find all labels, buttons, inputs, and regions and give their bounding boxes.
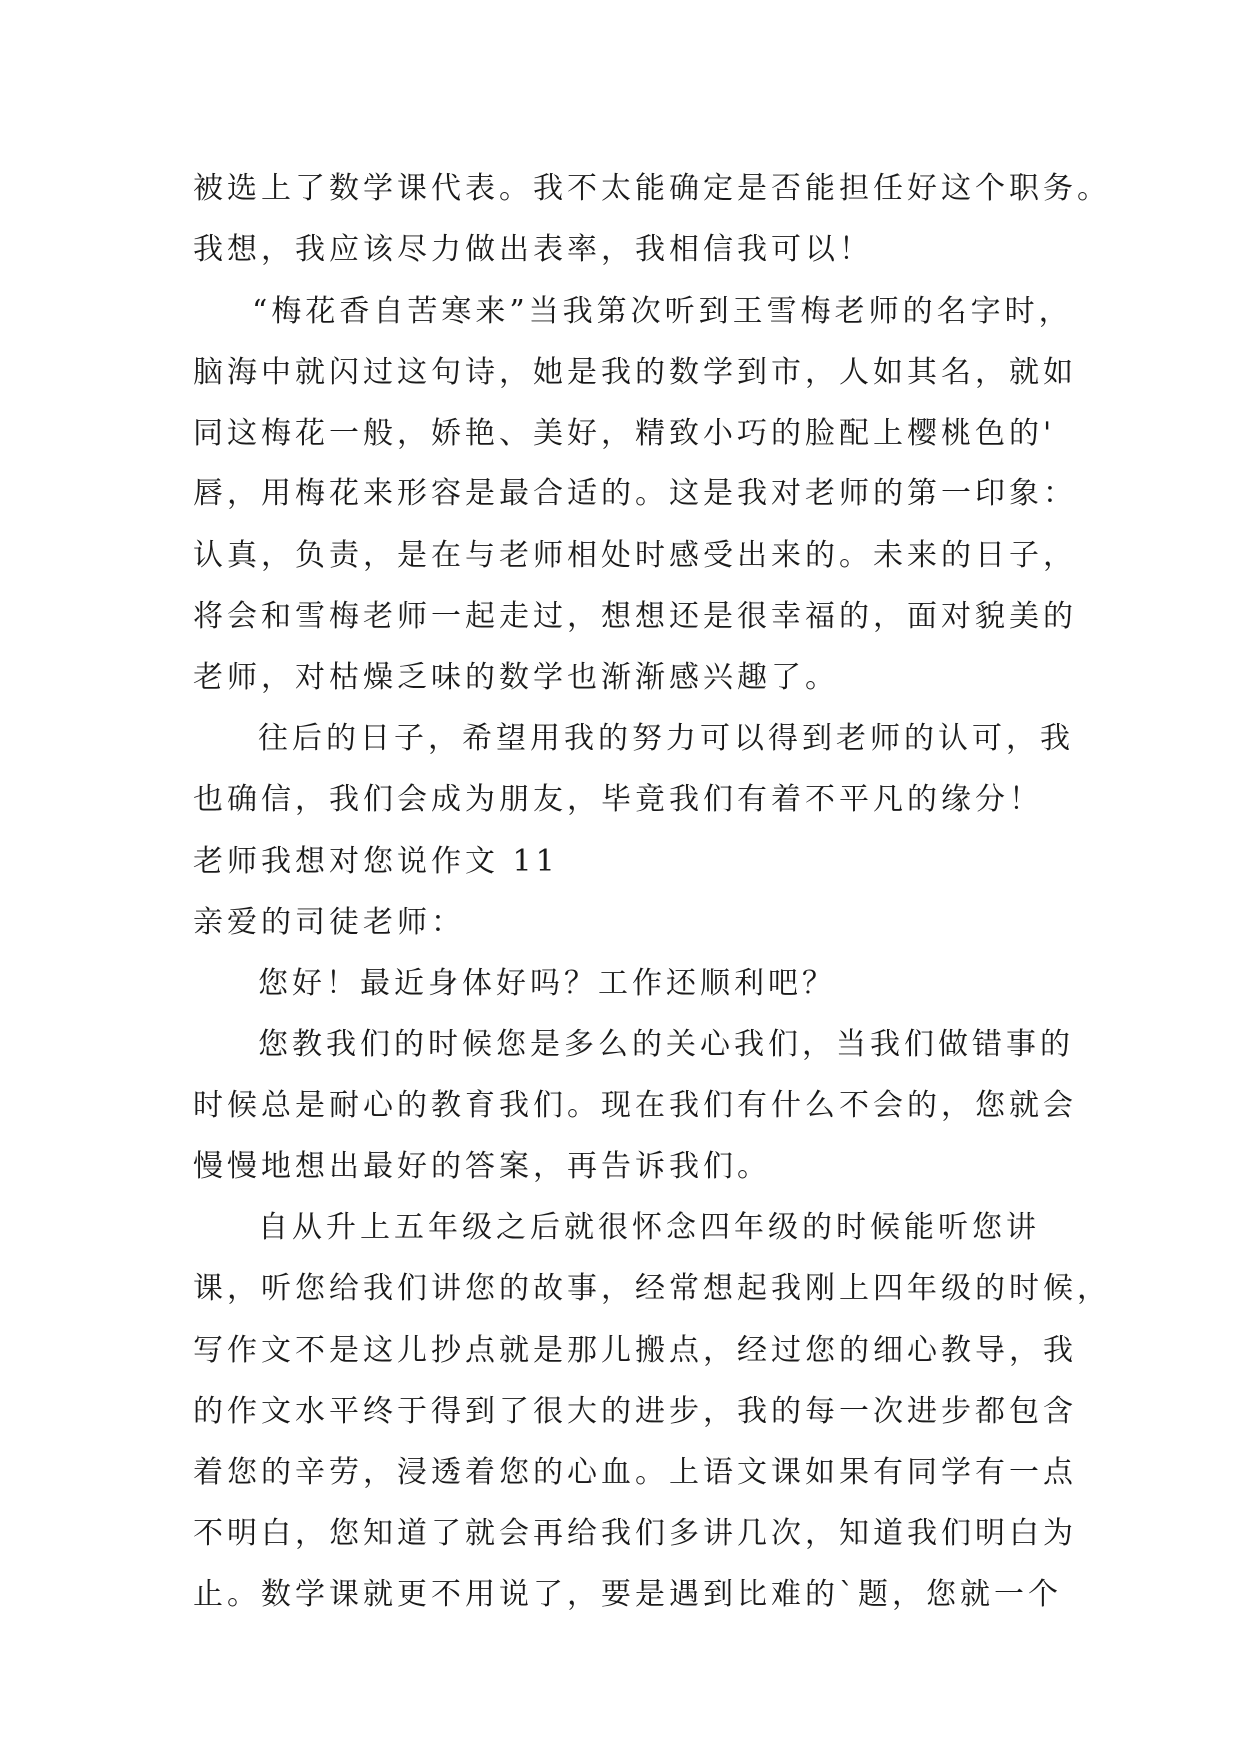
text-line: 的作文水平终于得到了很大的进步，我的每一次进步都包含: [193, 1394, 1077, 1429]
text-line: 将会和雪梅老师一起走过，想想还是很幸福的，面对貌美的: [193, 599, 1077, 634]
text-line: 脑海中就闪过这句诗，她是我的数学到市，人如其名，就如: [193, 355, 1077, 390]
text-line: 往后的日子，希望用我的努力可以得到老师的认可，我: [258, 721, 1074, 756]
text-line: 时候总是耐心的教育我们。现在我们有什么不会的，您就会: [193, 1088, 1077, 1123]
text-line: 您教我们的时候您是多么的关心我们，当我们做错事的: [258, 1027, 1074, 1062]
text-line: “梅花香自苦寒来”当我第次听到王雪梅老师的名字时，: [252, 294, 1073, 329]
text-line: 认真，负责，是在与老师相处时感受出来的。未来的日子，: [193, 538, 1077, 573]
text-line: 同这梅花一般，娇艳、美好，精致小巧的脸配上樱桃色的': [193, 416, 1056, 451]
text-line: 着您的辛劳，浸透着您的心血。上语文课如果有同学有一点: [193, 1455, 1077, 1490]
section-heading: 老师我想对您说作文 11: [193, 844, 559, 879]
text-line: 唇，用梅花来形容是最合适的。这是我对老师的第一印象：: [193, 476, 1077, 511]
salutation: 亲爱的司徒老师：: [193, 905, 465, 940]
text-line: 老师，对枯燥乏味的数学也渐渐感兴趣了。: [193, 660, 839, 695]
text-line: 自从升上五年级之后就很怀念四年级的时候能听您讲: [258, 1210, 1040, 1245]
text-line: 您好！最近身体好吗？工作还顺利吧？: [258, 966, 836, 1001]
text-line: 不明白，您知道了就会再给我们多讲几次，知道我们明白为: [193, 1516, 1077, 1551]
text-line: 被选上了数学课代表。我不太能确定是否能担任好这个职务。: [193, 171, 1111, 206]
text-line: 止。数学课就更不用说了，要是遇到比难的`题，您就一个: [193, 1577, 1062, 1612]
text-line: 也确信，我们会成为朋友，毕竟我们有着不平凡的缘分！: [193, 782, 1043, 817]
text-line: 慢慢地想出最好的答案，再告诉我们。: [193, 1149, 771, 1184]
text-line: 写作文不是这儿抄点就是那儿搬点，经过您的细心教导，我: [193, 1333, 1077, 1368]
text-line: 课，听您给我们讲您的故事，经常想起我刚上四年级的时候，: [193, 1271, 1111, 1306]
text-line: 我想，我应该尽力做出表率，我相信我可以！: [193, 232, 873, 267]
